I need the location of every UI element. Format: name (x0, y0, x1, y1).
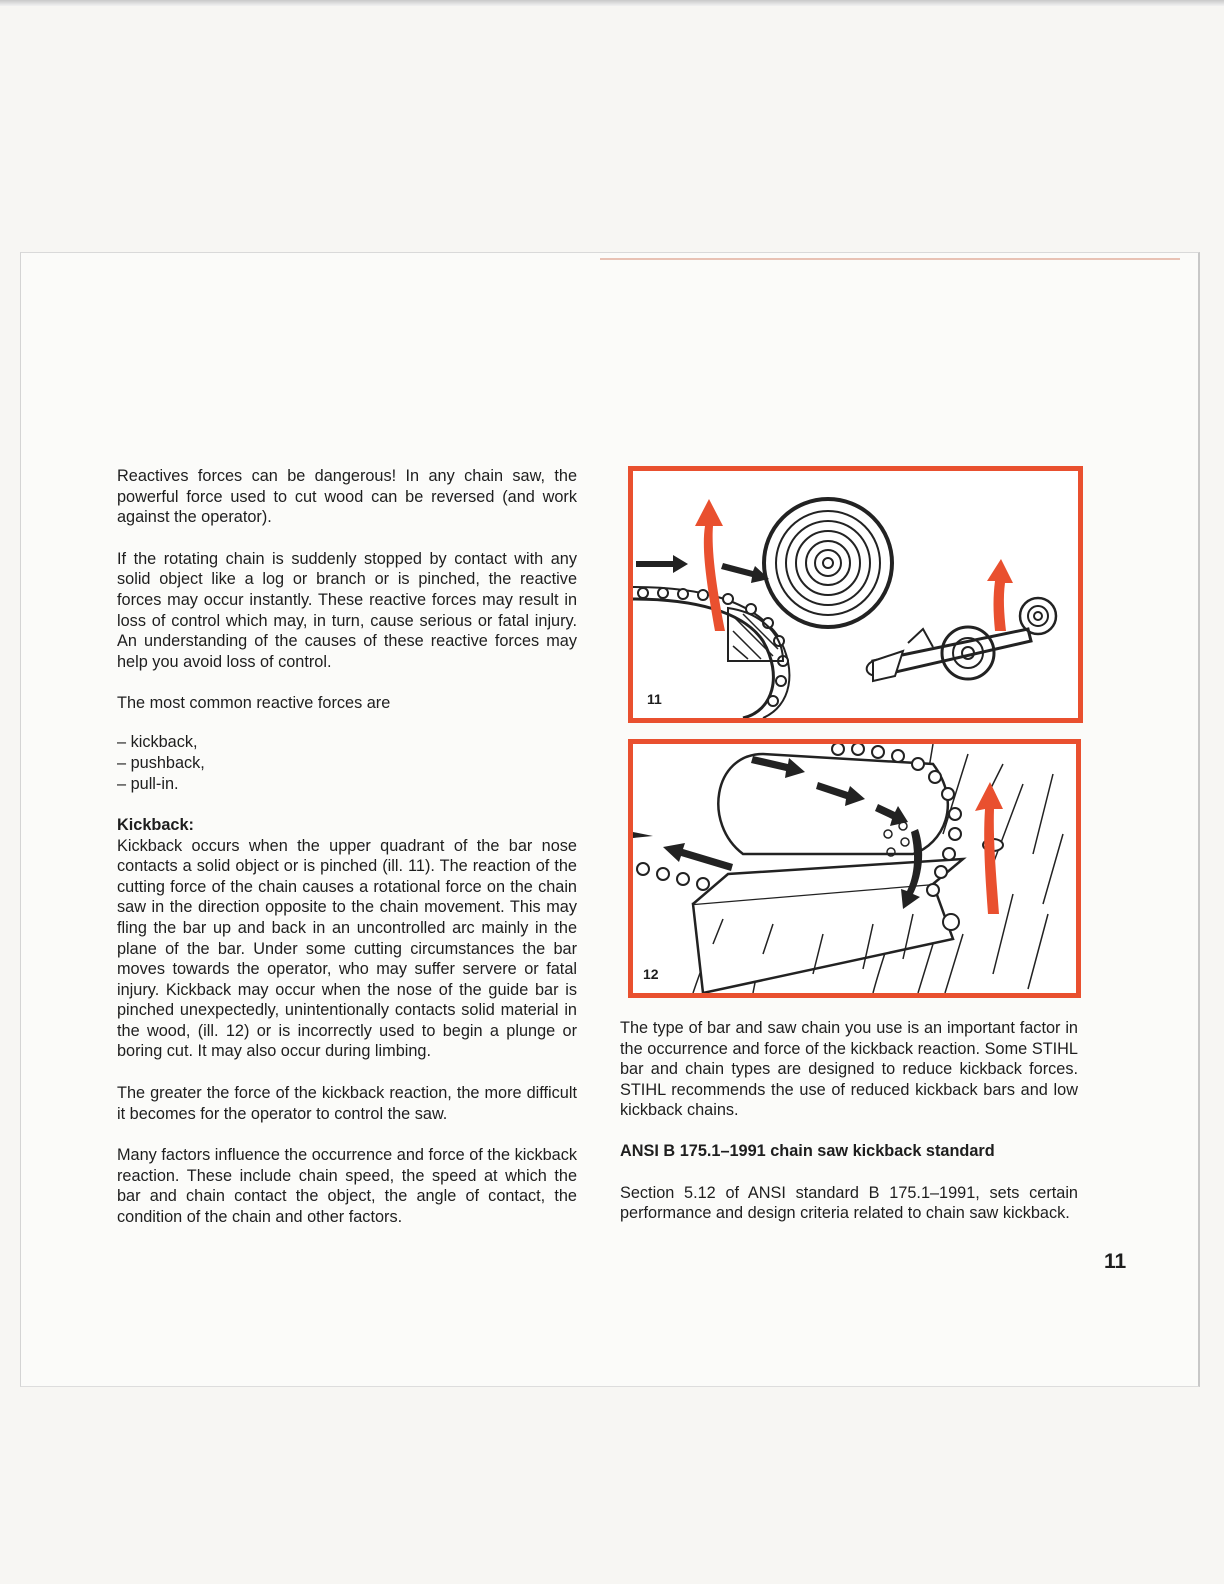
ansi-paragraph: Section 5.12 of ANSI standard B 175.1–1991, sets certain performance and design criteria related to chain saw kickback. (620, 1183, 1078, 1223)
list-item: – kickback, (117, 732, 198, 751)
list-item: – pushback, (117, 753, 205, 772)
list-item: – pull-in. (117, 774, 179, 793)
illustration-11 (628, 466, 1083, 723)
reactive-forces-list (117, 732, 577, 795)
kickback-heading: Kickback: (117, 815, 194, 834)
illustration-12 (628, 739, 1081, 998)
left-column (117, 466, 577, 1228)
figure-11-label: 11 (647, 691, 662, 707)
scan-edge (0, 0, 1224, 6)
page-number: 11 (1104, 1250, 1127, 1273)
page-edge-line (600, 258, 1180, 260)
reactive-forces-paragraph: If the rotating chain is suddenly stopped by contact with any solid object like a log or branch or is pinched, the reactive forces may occur instantly. These reactive forces may result in loss of control which may, in turn, cause serious or fatal injury. An understanding of the causes of these reactive forces may help you avoid loss of control. (117, 549, 577, 671)
right-column (620, 1018, 1078, 1224)
bar-chain-paragraph: The type of bar and saw chain you use is an important factor in the occurrence and force of the kickback reaction. Some STIHL bar and chain types are designed to reduce kickback forces. STIHL recommends the use of reduced kickback bars and low kickback chains. (620, 1019, 1078, 1120)
kickback-log-illustration (633, 471, 1078, 718)
common-forces-intro: The most common reactive forces are (117, 694, 391, 713)
kickback-paragraph: Kickback occurs when the upper quadrant of the bar nose contacts a solid object or is pinched (ill. 11). The reaction of the cutting force of the chain causes a rotational force on the chain saw in the direction opposite to the chain movement. This may fling the bar up and back in an uncontrolled arc mainly in the plane of the bar. Under some cutting circumstances the bar moves towards the operator, who may suffer servere or fatal injury. Kickback may occur when the nose of the guide bar is pinched unexpectedly, unintentionally contacts solid material in the wood, (ill. 12) or is incorrectly used to begin a plunge or boring cut. It may also occur during limbing. (117, 836, 577, 1061)
factors-paragraph: Many factors influence the occurrence and force of the kickback reaction. These include chain speed, the speed at which the bar and chain contact the object, the angle of contact, the condition of the chain and other factors. (117, 1146, 577, 1227)
intro-paragraph: Reactives forces can be dangerous! In any chain saw, the powerful force used to cut wood can be reversed (and work against the operator). (117, 467, 577, 527)
pinched-bar-illustration (633, 744, 1076, 993)
greater-force-paragraph: The greater the force of the kickback reaction, the more difficult it becomes for the operator to control the saw. (117, 1084, 577, 1123)
figure-12-label: 12 (643, 966, 659, 982)
ansi-heading: ANSI B 175.1–1991 chain saw kickback standard (620, 1141, 995, 1160)
